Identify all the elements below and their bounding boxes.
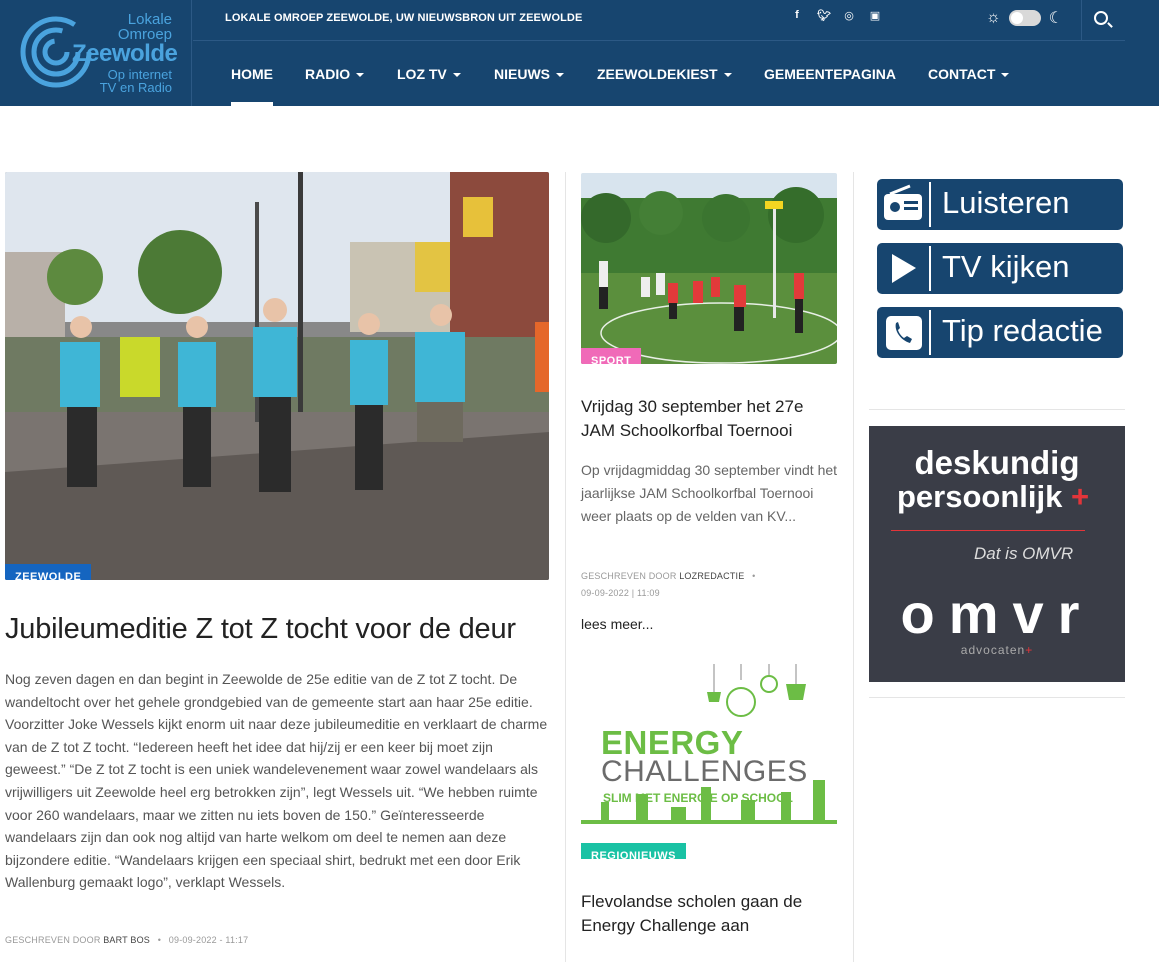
youtube-icon[interactable]: ▣ xyxy=(869,10,881,22)
ad-brand: omvr xyxy=(900,582,1094,645)
ad-subtitle-plus: + xyxy=(1025,643,1034,657)
tip-redactie-button[interactable] xyxy=(877,307,1123,358)
moon-icon: ☾ xyxy=(1048,10,1064,27)
main-article-meta: GESCHREVEN DOOR BART BOS • 09-09-2022 - 11:17 xyxy=(5,935,249,945)
nav-home-label: HOME xyxy=(231,66,273,82)
logo-line-1: Lokale Omroep xyxy=(117,11,172,43)
nav-loz-tv-label: LOZ TV xyxy=(397,66,447,82)
korfbal-article-meta: GESCHREVEN DOOR LOZREDACTIE • 09-09-2022 | 11:09 xyxy=(581,571,756,598)
read-more-link[interactable]: lees meer... xyxy=(581,616,654,632)
main-article-date: 09-09-2022 - 11:17 xyxy=(168,935,249,945)
main-article-body: Nog zeven dagen en dan begint in Zeewolde de 25e editie van de Z tot Z tocht. De wandeltocht over het gehele grondgebied van de gemeente start aan haar 25e editie. Voorzitter Joke Wessels kijkt enorm uit naar deze jubileumeditie en verklaart de charme van de Z tot Z tocht. “Iedereen heeft het idee dat hij/zij er een keer bij moet zijn geweest.” “De Z tot Z tocht is een uniek wandelevenement waar zowel wandelaars als vrijwilligers uit Zeewolde heel erg betrokken zijn”, legt Wessels uit. “We hebben ruimte voor 260 wandelaars, maar we zitten nu iets boven de 150.” Geïnteresseerde wandelaars zijn dan ook nog altijd van harte welkom om deel te nemen aan deze bijzondere editie. “Wandelaars krijgen een speciaal shirt, bedrukt met een door Erik Wallenburg gemaakt logo”, verklapt Wessels. xyxy=(5,671,548,891)
caret-down-icon xyxy=(453,73,461,77)
nav-loz-tv[interactable] xyxy=(397,66,461,82)
play-icon xyxy=(880,246,931,291)
nav-contact-label: CONTACT xyxy=(928,66,996,82)
logo-line-2: Zeewolde xyxy=(72,40,178,67)
main-article-image[interactable] xyxy=(5,172,549,580)
nav-zeewoldekiest-label: ZEEWOLDEKIEST xyxy=(597,66,718,82)
nav-active-indicator xyxy=(231,102,273,106)
nav-gemeentepagina[interactable] xyxy=(764,66,896,82)
radio-icon xyxy=(880,182,931,227)
instagram-icon[interactable]: ◎ xyxy=(844,10,854,22)
site-tagline: LOKALE OMROEP ZEEWOLDE, UW NIEUWSBRON UIT ZEEWOLDE xyxy=(225,12,583,24)
sidebar-divider-bottom xyxy=(869,697,1125,698)
nav-gemeentepagina-label: GEMEENTEPAGINA xyxy=(764,66,896,82)
top-bar xyxy=(193,0,1125,41)
ad-line-1: deskundig xyxy=(914,444,1080,481)
ad-line-2 xyxy=(897,479,1089,515)
logo-line-4: TV en Radio xyxy=(99,80,172,95)
nav-home[interactable] xyxy=(231,66,273,82)
caret-down-icon xyxy=(1001,73,1009,77)
energy-image-line-2: CHALLENGES xyxy=(601,755,808,788)
sun-icon: ☼ xyxy=(986,9,1001,26)
phone-icon xyxy=(880,310,931,355)
nav-radio[interactable] xyxy=(305,66,364,82)
walkers-photo xyxy=(5,172,549,580)
column-divider-left xyxy=(565,172,566,962)
listen-button[interactable] xyxy=(877,179,1123,230)
site-header xyxy=(0,0,1159,106)
listen-button-label: Luisteren xyxy=(942,185,1070,220)
sidebar-divider xyxy=(869,409,1125,410)
main-article-author[interactable]: BART BOS xyxy=(103,935,151,945)
nav-nieuws-label: NIEUWS xyxy=(494,66,550,82)
tv-watch-button-label: TV kijken xyxy=(942,249,1070,284)
nav-zeewoldekiest[interactable] xyxy=(597,66,732,82)
ad-subtitle xyxy=(869,643,1125,657)
ad-red-rule xyxy=(891,530,1085,531)
caret-down-icon xyxy=(724,73,732,77)
energy-article-title[interactable]: Flevolandse scholen gaan de Energy Challenge aan xyxy=(581,892,803,935)
caret-down-icon xyxy=(356,73,364,77)
omvr-advertisement[interactable] xyxy=(869,426,1125,682)
korfbal-photo xyxy=(581,173,837,364)
main-nav xyxy=(193,42,1125,106)
site-logo[interactable] xyxy=(6,0,192,106)
meta-prefix: GESCHREVEN DOOR xyxy=(581,571,677,581)
sport-category-badge[interactable]: SPORT xyxy=(581,348,641,364)
nav-nieuws[interactable] xyxy=(494,66,564,82)
dark-mode-toggle[interactable] xyxy=(1009,10,1041,26)
korfbal-article-date: 09-09-2022 | 11:09 xyxy=(581,588,660,598)
header-inner xyxy=(6,0,1125,106)
tv-watch-button[interactable] xyxy=(877,243,1123,294)
logo-line-3: Op internet xyxy=(107,67,172,82)
energy-image-line-1: ENERGY xyxy=(601,724,744,761)
nav-radio-label: RADIO xyxy=(305,66,351,82)
twitter-icon[interactable]: 🐦︎ xyxy=(817,10,831,22)
main-article-category-badge[interactable]: ZEEWOLDE xyxy=(5,564,91,580)
social-links xyxy=(791,9,881,22)
search-icon xyxy=(1094,11,1108,25)
korfbal-article-excerpt: Op vrijdagmiddag 30 september vindt het jaarlijkse JAM Schoolkorfbal Toernooi weer plaats op de velden van KV... xyxy=(581,462,838,524)
tip-redactie-button-label: Tip redactie xyxy=(942,313,1103,348)
main-article-title[interactable]: Jubileumeditie Z tot Z tocht voor de deur xyxy=(5,613,516,645)
korfbal-article-author[interactable]: LOZREDACTIE xyxy=(679,571,745,581)
energy-article-image[interactable] xyxy=(581,662,837,859)
logo-text xyxy=(72,11,178,95)
facebook-icon[interactable]: f xyxy=(795,9,799,21)
ad-line-2-text: persoonlijk xyxy=(897,479,1063,514)
regionieuws-category-badge[interactable]: REGIONIEUWS xyxy=(581,843,686,859)
search-button[interactable] xyxy=(1081,0,1125,41)
column-divider-right xyxy=(853,172,854,962)
caret-down-icon xyxy=(556,73,564,77)
korfbal-article-image[interactable] xyxy=(581,173,837,364)
meta-prefix: GESCHREVEN DOOR xyxy=(5,935,101,945)
nav-contact[interactable] xyxy=(928,66,1009,82)
ad-tagline: Dat is OMVR xyxy=(974,544,1074,563)
ad-subtitle-text: advocaten xyxy=(960,643,1026,657)
energy-image-line-3: SLIM MET ENERGIE OP SCHOOL xyxy=(603,791,793,805)
ad-plus-mark: + xyxy=(1071,479,1090,514)
theme-switcher xyxy=(986,8,1063,28)
korfbal-article-title[interactable]: Vrijdag 30 september het 27e JAM Schoolkorfbal Toernooi xyxy=(581,397,804,440)
